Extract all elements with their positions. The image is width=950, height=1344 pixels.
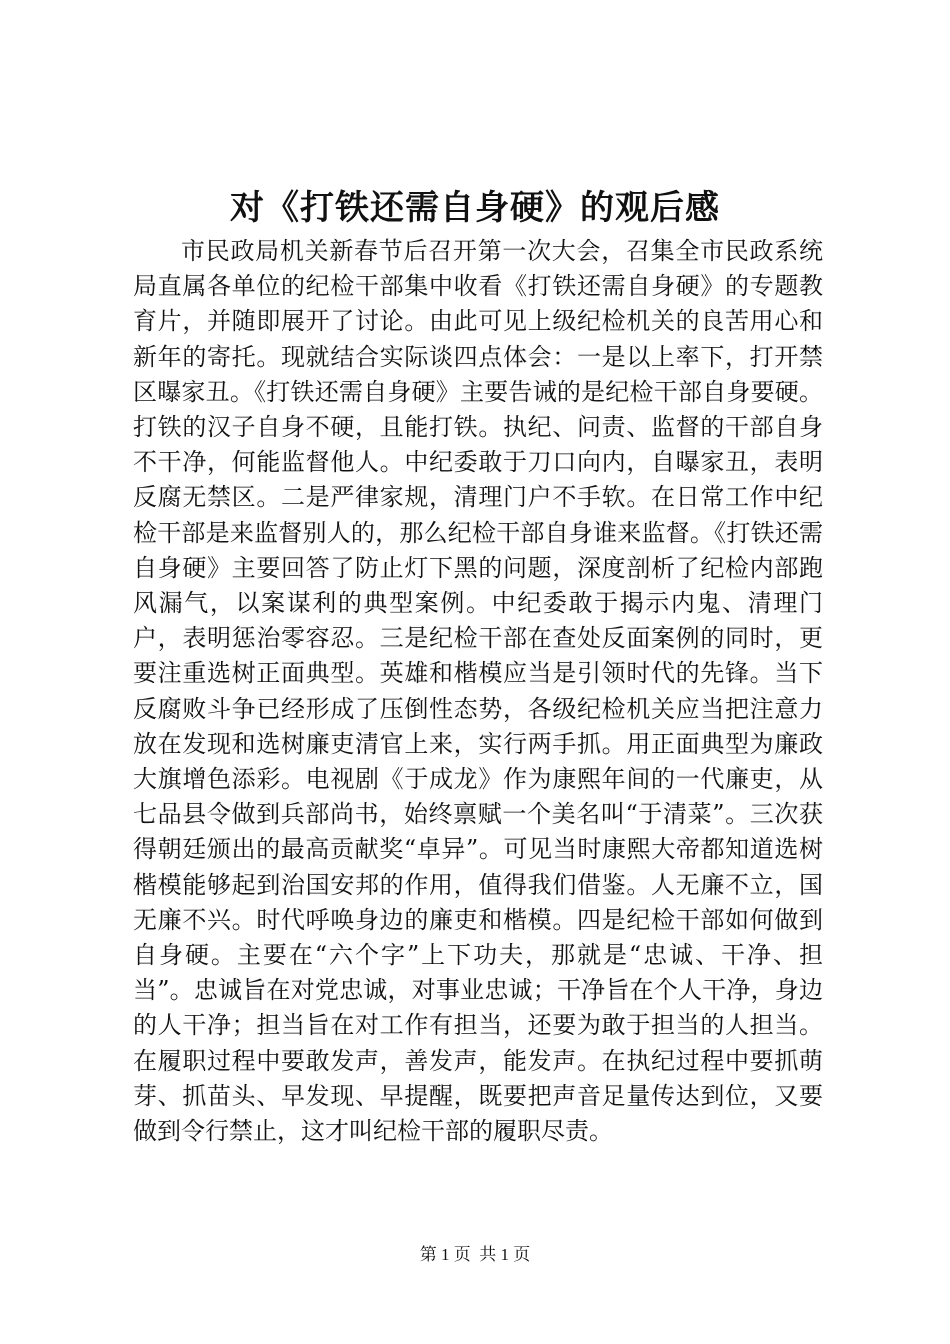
body-paragraph: 市民政局机关新春节后召开第一次大会，召集全市民政系统局直属各单位的纪检干部集中收看《打铁还需自身硬》的专题教育片，并随即展开了讨论。由此可见上级纪检机关的良苦用心和新年的寄托。现就结合实际谈四点体会：一是以上率下，打开禁区曝家丑。《打铁还需自身硬》主要告诫的是纪检干部自身要硬。打铁的汉子自身不硬，且能打铁。执纪、问责、监督的干部自身不干净，何能监督他人。中纪委敢于刀口向内，自曝家丑，表明反腐无禁区。二是严律家规，清理门户不手软。在日常工作中纪检干部是来监督别人的，那么纪检干部自身谁来监督。《打铁还需自身硬》主要回答了防止灯下黑的问题，深度剖析了纪检内部跑风漏气，以案谋利的典型案例。中纪委敢于揭示内鬼、清理门户，表明惩治零容忍。三是纪检干部在查处反面案例的同时，更要注重选树正面典型。英雄和楷模应当是引领时代的先锋。当下反腐败斗争已经形成了压倒性态势，各级纪检机关应当把注意力放在发现和选树廉吏清官上来，实行两手抓。用正面典型为廉政大旗增色添彩。电视剧《于成龙》作为康熙年间的一代廉吏，从七品县令做到兵部尚书，始终禀赋一个美名叫“于清菜”。三次获得朝廷颁出的最高贡献奖“卓异”。可见当时康熙大帝都知道选树楷模能够起到治国安邦的作用，值得我们借鉴。人无廉不立，国无廉不兴。时代呼唤身边的廉吏和楷模。四是纪检干部如何做到自身硬。主要在“六个字”上下功夫，那就是“忠诚、干净、担当”。忠诚旨在对党忠诚，对事业忠诚；干净旨在个人干净，身边的人干净；担当旨在对工作有担当，还要为敢于担当的人担当。在履职过程中要敢发声，善发声，能发声。在执纪过程中要抓萌芽、抓苗头、早发现、早提醒，既要把声音足量传达到位，又要做到令行禁止，这才叫纪检干部的履职尽责。 bbox=[133, 237, 823, 1146]
page-number-label: 第 1 页 共 1 页 bbox=[419, 1245, 531, 1264]
document-title: 对《打铁还需自身硬》的观后感 bbox=[230, 188, 720, 228]
page-footer bbox=[0, 1243, 950, 1267]
